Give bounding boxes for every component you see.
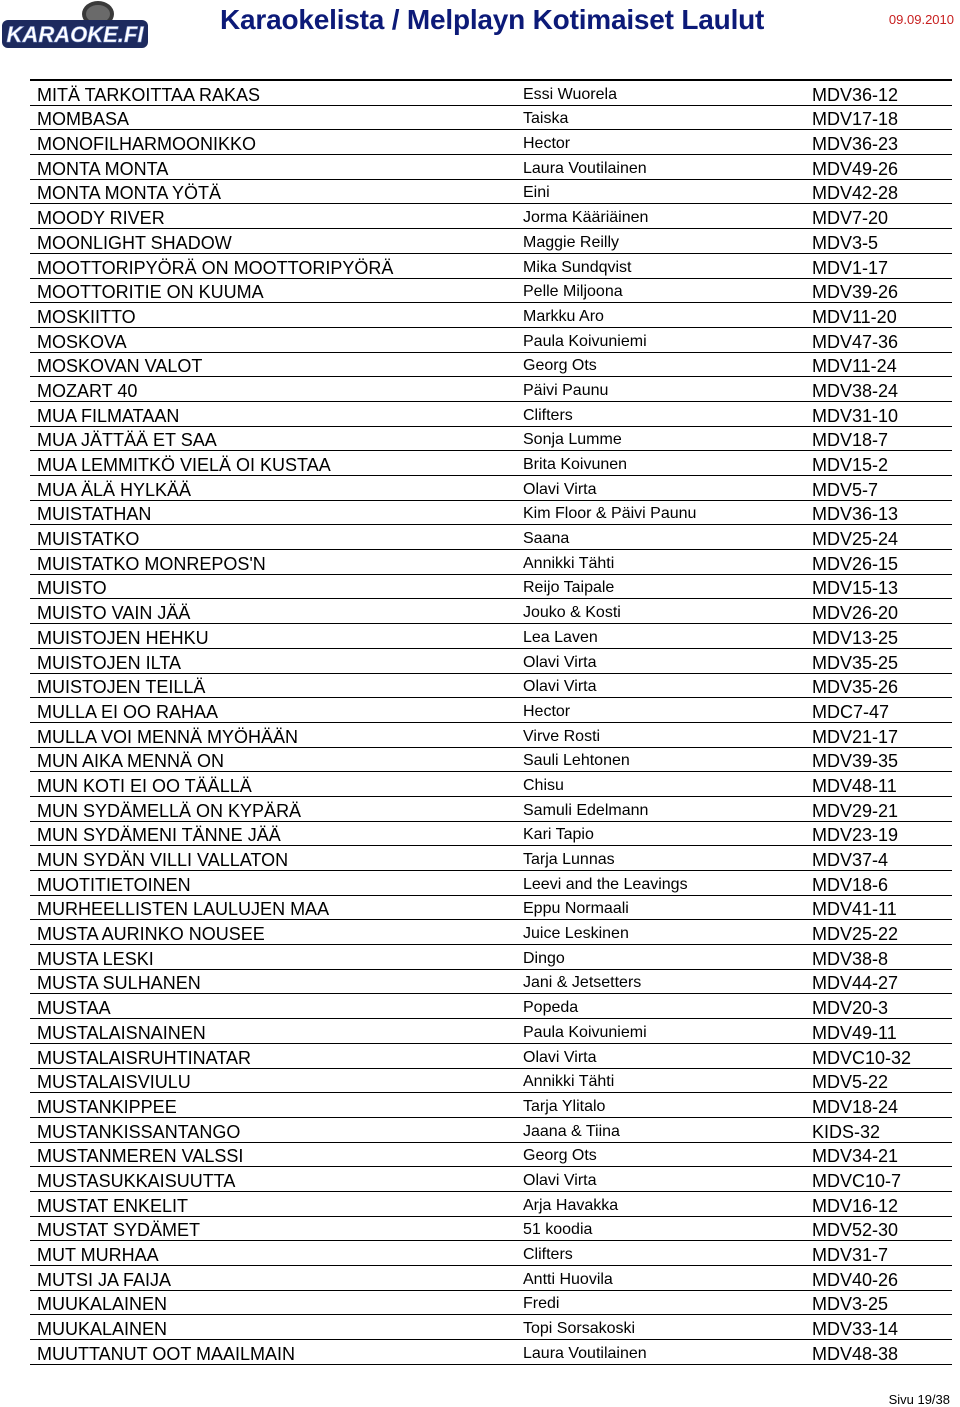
artist-cell: Brita Koivunen <box>523 451 803 476</box>
table-row <box>30 574 952 599</box>
artist-cell: Clifters <box>523 1241 803 1266</box>
table-row <box>30 377 952 402</box>
artist-cell: Georg Ots <box>523 1142 803 1167</box>
artist-cell: Juice Leskinen <box>523 920 803 945</box>
song-code-cell: MDV18-24 <box>803 1093 952 1118</box>
song-code-cell: MDV18-6 <box>803 871 952 896</box>
table-row <box>30 352 952 377</box>
artist-cell: Saana <box>523 525 803 550</box>
table-row <box>30 204 952 229</box>
song-title-cell: MUSTALAISNAINEN <box>30 1019 523 1044</box>
page-title: Karaokelista / Melplayn Kotimaiset Laulut <box>220 4 765 35</box>
artist-cell: Maggie Reilly <box>523 229 803 254</box>
song-title-cell: MUSTA LESKI <box>30 945 523 970</box>
table-row <box>30 821 952 846</box>
song-code-cell: MDV1-17 <box>803 253 952 278</box>
song-code-cell: MDV25-24 <box>803 525 952 550</box>
song-code-cell: MDV26-15 <box>803 550 952 575</box>
song-title-cell: MUSTA SULHANEN <box>30 969 523 994</box>
song-title-cell: MUISTATKO MONREPOS'N <box>30 550 523 575</box>
table-row <box>30 476 952 501</box>
artist-cell: Chisu <box>523 772 803 797</box>
artist-cell: Markku Aro <box>523 303 803 328</box>
artist-cell: Kim Floor & Päivi Paunu <box>523 500 803 525</box>
song-title-cell: MUISTATKO <box>30 525 523 550</box>
song-title-cell: MITÄ TARKOITTAA RAKAS <box>30 80 523 105</box>
song-title-cell: MUT MURHAA <box>30 1241 523 1266</box>
table-row <box>30 253 952 278</box>
song-title-cell: MUN KOTI EI OO TÄÄLLÄ <box>30 772 523 797</box>
song-title-cell: MUN SYDÄMENI TÄNNE JÄÄ <box>30 821 523 846</box>
song-code-cell: MDV52-30 <box>803 1216 952 1241</box>
song-code-cell: MDV48-11 <box>803 772 952 797</box>
song-title-cell: MUA FILMATAAN <box>30 401 523 426</box>
artist-cell: Essi Wuorela <box>523 80 803 105</box>
song-code-cell: MDV16-12 <box>803 1191 952 1216</box>
song-code-cell: MDV13-25 <box>803 624 952 649</box>
artist-cell: Annikki Tähti <box>523 550 803 575</box>
song-code-cell: MDV49-11 <box>803 1019 952 1044</box>
song-title-cell: MULLA EI OO RAHAA <box>30 698 523 723</box>
song-code-cell: MDV31-7 <box>803 1241 952 1266</box>
song-title-cell: MUN SYDÄN VILLI VALLATON <box>30 846 523 871</box>
karaoke-logo <box>0 0 150 52</box>
song-code-cell: MDV34-21 <box>803 1142 952 1167</box>
artist-cell: Topi Sorsakoski <box>523 1315 803 1340</box>
artist-cell: Eppu Normaali <box>523 895 803 920</box>
song-title-cell: MUSTALAISRUHTINATAR <box>30 1043 523 1068</box>
song-title-cell: MUUTTANUT OOT MAAILMAIN <box>30 1340 523 1365</box>
song-title-cell: MOSKOVA <box>30 327 523 352</box>
song-code-cell: MDV35-25 <box>803 648 952 673</box>
artist-cell: Popeda <box>523 994 803 1019</box>
artist-cell: Tarja Lunnas <box>523 846 803 871</box>
song-code-cell: MDV36-13 <box>803 500 952 525</box>
song-title-cell: MUISTO <box>30 574 523 599</box>
artist-cell: Sonja Lumme <box>523 426 803 451</box>
song-title-cell: MUA ÄLÄ HYLKÄÄ <box>30 476 523 501</box>
table-row <box>30 1019 952 1044</box>
song-code-cell: MDV39-26 <box>803 278 952 303</box>
song-code-cell: MDV37-4 <box>803 846 952 871</box>
song-title-cell: MULLA VOI MENNÄ MYÖHÄÄN <box>30 722 523 747</box>
table-row <box>30 895 952 920</box>
song-title-cell: MUISTO VAIN JÄÄ <box>30 599 523 624</box>
table-row <box>30 994 952 1019</box>
song-code-cell: MDV3-5 <box>803 229 952 254</box>
song-title-cell: MOODY RIVER <box>30 204 523 229</box>
page-number: Sivu 19/38 <box>888 1392 950 1407</box>
artist-cell: Arja Havakka <box>523 1191 803 1216</box>
artist-cell: Laura Voutilainen <box>523 1340 803 1365</box>
song-title-cell: MUSTANMEREN VALSSI <box>30 1142 523 1167</box>
artist-cell: Sauli Lehtonen <box>523 747 803 772</box>
song-title-cell: MUUKALAINEN <box>30 1290 523 1315</box>
song-code-cell: MDV38-8 <box>803 945 952 970</box>
table-row <box>30 155 952 180</box>
artist-cell: Jaana & Tiina <box>523 1117 803 1142</box>
song-code-cell: MDC7-47 <box>803 698 952 723</box>
song-title-cell: MUISTATHAN <box>30 500 523 525</box>
table-row <box>30 1142 952 1167</box>
table-row <box>30 871 952 896</box>
song-code-cell: MDV11-20 <box>803 303 952 328</box>
table-row <box>30 130 952 155</box>
table-row <box>30 747 952 772</box>
table-row <box>30 1340 952 1365</box>
artist-cell: Pelle Miljoona <box>523 278 803 303</box>
table-row <box>30 278 952 303</box>
table-row <box>30 303 952 328</box>
song-code-cell: MDV5-7 <box>803 476 952 501</box>
table-row <box>30 969 952 994</box>
song-title-cell: MUSTAT ENKELIT <box>30 1191 523 1216</box>
song-code-cell: MDV29-21 <box>803 796 952 821</box>
table-row <box>30 772 952 797</box>
song-code-cell: MDV21-17 <box>803 722 952 747</box>
song-title-cell: MUA LEMMITKÖ VIELÄ OI KUSTAA <box>30 451 523 476</box>
table-row <box>30 698 952 723</box>
song-code-cell: MDV41-11 <box>803 895 952 920</box>
song-title-cell: MUSTAT SYDÄMET <box>30 1216 523 1241</box>
table-row <box>30 179 952 204</box>
song-code-cell: MDV3-25 <box>803 1290 952 1315</box>
artist-cell: Taiska <box>523 105 803 130</box>
song-title-cell: MUSTANKISSANTANGO <box>30 1117 523 1142</box>
song-code-cell: MDV39-35 <box>803 747 952 772</box>
artist-cell: Fredi <box>523 1290 803 1315</box>
song-title-cell: MUISTOJEN HEHKU <box>30 624 523 649</box>
table-row <box>30 599 952 624</box>
table-row <box>30 1167 952 1192</box>
artist-cell: Eini <box>523 179 803 204</box>
table-row <box>30 401 952 426</box>
artist-cell: Olavi Virta <box>523 476 803 501</box>
song-code-cell: MDV31-10 <box>803 401 952 426</box>
song-code-cell: MDV17-18 <box>803 105 952 130</box>
artist-cell: Hector <box>523 130 803 155</box>
table-row <box>30 80 952 105</box>
song-code-cell: MDV20-3 <box>803 994 952 1019</box>
song-code-cell: MDV33-14 <box>803 1315 952 1340</box>
song-title-cell: MUISTOJEN ILTA <box>30 648 523 673</box>
song-code-cell: MDV40-26 <box>803 1266 952 1291</box>
song-code-cell: MDV48-38 <box>803 1340 952 1365</box>
song-title-cell: MUA JÄTTÄÄ ET SAA <box>30 426 523 451</box>
song-code-cell: MDV36-23 <box>803 130 952 155</box>
song-code-cell: MDV23-19 <box>803 821 952 846</box>
table-row <box>30 648 952 673</box>
table-row <box>30 945 952 970</box>
song-code-cell: MDV35-26 <box>803 673 952 698</box>
song-title-cell: MUSTA AURINKO NOUSEE <box>30 920 523 945</box>
song-code-cell: MDV42-28 <box>803 179 952 204</box>
song-code-cell: MDV36-12 <box>803 80 952 105</box>
table-row <box>30 451 952 476</box>
print-date: 09.09.2010 <box>888 12 954 27</box>
table-row <box>30 1043 952 1068</box>
table-row <box>30 722 952 747</box>
song-title-cell: MUN AIKA MENNÄ ON <box>30 747 523 772</box>
table-row <box>30 550 952 575</box>
song-code-cell: MDV26-20 <box>803 599 952 624</box>
song-code-cell: MDVC10-7 <box>803 1167 952 1192</box>
song-code-cell: MDV49-26 <box>803 155 952 180</box>
song-title-cell: MONOFILHARMOONIKKO <box>30 130 523 155</box>
table-row <box>30 229 952 254</box>
song-title-cell: MUN SYDÄMELLÄ ON KYPÄRÄ <box>30 796 523 821</box>
song-title-cell: MOSKOVAN VALOT <box>30 352 523 377</box>
table-row <box>30 1315 952 1340</box>
artist-cell: Päivi Paunu <box>523 377 803 402</box>
table-row <box>30 105 952 130</box>
table-row <box>30 796 952 821</box>
artist-cell: Leevi and the Leavings <box>523 871 803 896</box>
table-row <box>30 500 952 525</box>
song-code-cell: MDV18-7 <box>803 426 952 451</box>
artist-cell: Dingo <box>523 945 803 970</box>
song-title-cell: MOZART 40 <box>30 377 523 402</box>
song-code-cell: MDV15-2 <box>803 451 952 476</box>
table-row <box>30 1290 952 1315</box>
table-row <box>30 1191 952 1216</box>
table-row <box>30 920 952 945</box>
artist-cell: Lea Laven <box>523 624 803 649</box>
artist-cell: Kari Tapio <box>523 821 803 846</box>
artist-cell: Laura Voutilainen <box>523 155 803 180</box>
song-title-cell: MOOTTORITIE ON KUUMA <box>30 278 523 303</box>
song-title-cell: MUSTAA <box>30 994 523 1019</box>
artist-cell: Paula Koivuniemi <box>523 1019 803 1044</box>
song-code-cell: MDV15-13 <box>803 574 952 599</box>
artist-cell: Olavi Virta <box>523 1167 803 1192</box>
song-code-cell: MDV11-24 <box>803 352 952 377</box>
song-code-cell: MDV7-20 <box>803 204 952 229</box>
song-title-cell: MOOTTORIPYÖRÄ ON MOOTTORIPYÖRÄ <box>30 253 523 278</box>
artist-cell: Hector <box>523 698 803 723</box>
song-code-cell: MDV38-24 <box>803 377 952 402</box>
table-row <box>30 1117 952 1142</box>
table-row <box>30 426 952 451</box>
artist-cell: Jani & Jetsetters <box>523 969 803 994</box>
song-code-cell: MDV47-36 <box>803 327 952 352</box>
table-row <box>30 846 952 871</box>
song-title-cell: MONTA MONTA <box>30 155 523 180</box>
artist-cell: Antti Huovila <box>523 1266 803 1291</box>
song-title-cell: MUISTOJEN TEILLÄ <box>30 673 523 698</box>
table-row <box>30 1093 952 1118</box>
artist-cell: Samuli Edelmann <box>523 796 803 821</box>
artist-cell: Clifters <box>523 401 803 426</box>
microphone-logo-icon <box>0 0 150 52</box>
table-row <box>30 624 952 649</box>
table-row <box>30 1266 952 1291</box>
song-code-cell: MDV25-22 <box>803 920 952 945</box>
song-title-cell: MUSTALAISVIULU <box>30 1068 523 1093</box>
song-title-cell: MUSTANKIPPEE <box>30 1093 523 1118</box>
artist-cell: Olavi Virta <box>523 648 803 673</box>
svg-text:KARAOKE.FI: KARAOKE.FI <box>6 22 144 47</box>
table-row <box>30 1216 952 1241</box>
song-list-table <box>30 79 952 1365</box>
artist-cell: Georg Ots <box>523 352 803 377</box>
artist-cell: 51 koodia <box>523 1216 803 1241</box>
song-title-cell: MOONLIGHT SHADOW <box>30 229 523 254</box>
artist-cell: Tarja Ylitalo <box>523 1093 803 1118</box>
song-title-cell: MOSKIITTO <box>30 303 523 328</box>
artist-cell: Virve Rosti <box>523 722 803 747</box>
song-code-cell: MDVC10-32 <box>803 1043 952 1068</box>
artist-cell: Paula Koivuniemi <box>523 327 803 352</box>
song-code-cell: KIDS-32 <box>803 1117 952 1142</box>
song-title-cell: MONTA MONTA YÖTÄ <box>30 179 523 204</box>
song-title-cell: MOMBASA <box>30 105 523 130</box>
song-title-cell: MUTSI JA FAIJA <box>30 1266 523 1291</box>
table-row <box>30 525 952 550</box>
artist-cell: Jorma Kääriäinen <box>523 204 803 229</box>
table-row <box>30 673 952 698</box>
table-row <box>30 1241 952 1266</box>
artist-cell: Jouko & Kosti <box>523 599 803 624</box>
artist-cell: Olavi Virta <box>523 673 803 698</box>
song-title-cell: MUUKALAINEN <box>30 1315 523 1340</box>
artist-cell: Annikki Tähti <box>523 1068 803 1093</box>
song-code-cell: MDV5-22 <box>803 1068 952 1093</box>
artist-cell: Mika Sundqvist <box>523 253 803 278</box>
song-code-cell: MDV44-27 <box>803 969 952 994</box>
song-title-cell: MUSTASUKKAISUUTTA <box>30 1167 523 1192</box>
artist-cell: Olavi Virta <box>523 1043 803 1068</box>
song-title-cell: MUOTITIETOINEN <box>30 871 523 896</box>
table-row <box>30 1068 952 1093</box>
page-header <box>0 0 960 60</box>
song-title-cell: MURHEELLISTEN LAULUJEN MAA <box>30 895 523 920</box>
table-row <box>30 327 952 352</box>
artist-cell: Reijo Taipale <box>523 574 803 599</box>
